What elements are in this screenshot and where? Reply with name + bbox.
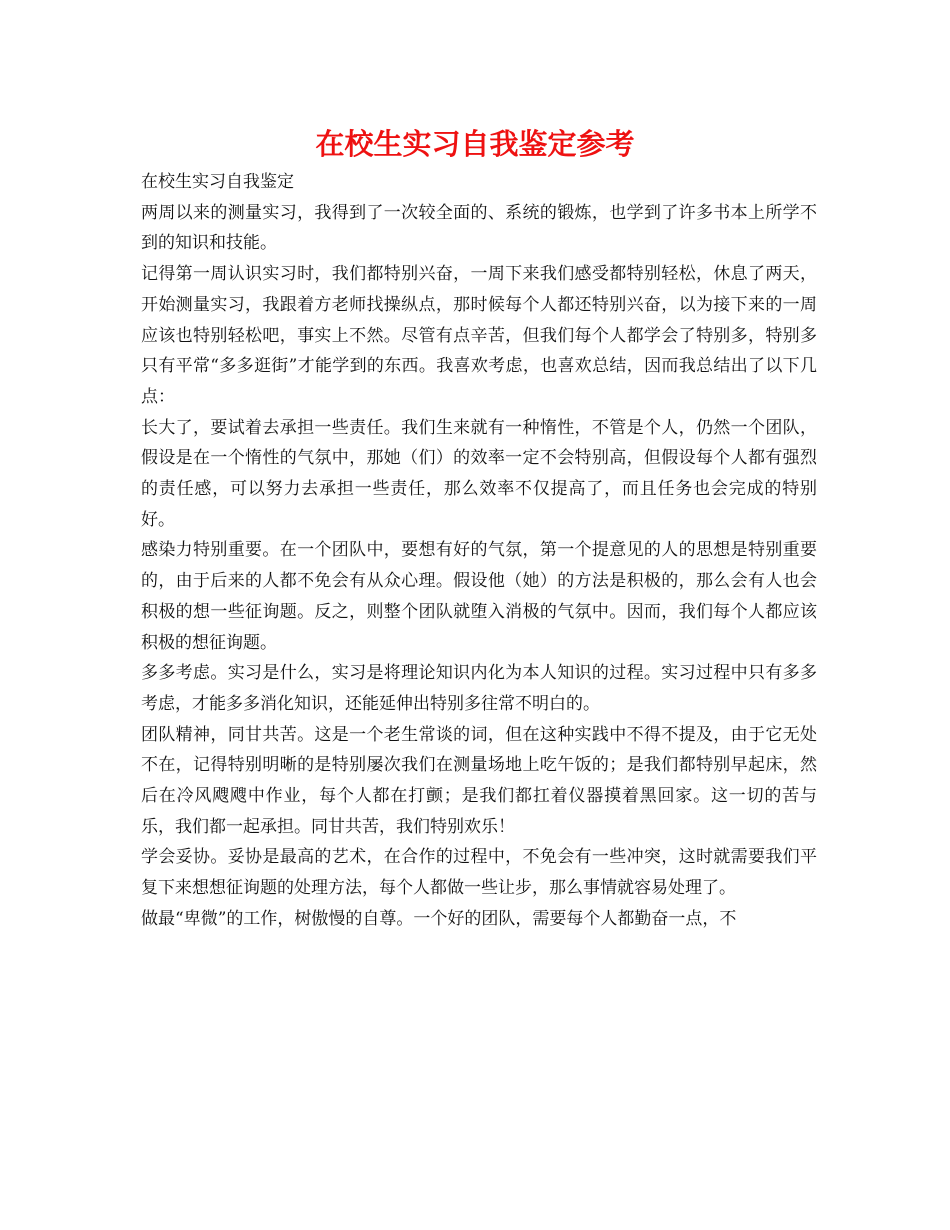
paragraph: 做最“卑微”的工作，树傲慢的自尊。一个好的团队，需要每个人都勤奋一点，不 (141, 908, 737, 929)
document-title: 在校生实习自我鉴定参考 (315, 127, 635, 161)
paragraph-subtitle: 在校生实习自我鉴定 (141, 172, 294, 192)
document-body (141, 167, 817, 935)
paragraph: 团队精神，同甘共苦。这是一个老生常谈的词，但在这种实践中不得不提及，由于它无处不在，记得特别明晰的是特别屡次我们在测量场地上吃午饭的；是我们都特别早起床，然后在冷风飕飕中作业，每个人都在打颤；是我们都扛着仪器摸着黑回家。这一切的苦与乐，我们都一起承担。同甘共苦，我们特别欢乐！ (141, 724, 817, 837)
paragraph: 记得第一周认识实习时，我们都特别兴奋，一周下来我们感受都特别轻松，休息了两天，开始测量实习，我跟着方老师找操纵点，那时候每个人都还特别兴奋，以为接下来的一周应该也特别轻松吧，事实上不然。尽管有点辛苦，但我们每个人都学会了特别多，特别多只有平常“多多逛街”才能学到的东西。我喜欢考虑，也喜欢总结，因而我总结出了以下几点： (141, 264, 817, 407)
paragraph: 学会妥协。妥协是最高的艺术，在合作的过程中，不免会有一些冲突，这时就需要我们平复下来想想征询题的处理方法，每个人都做一些让步，那么事情就容易处理了。 (141, 847, 817, 899)
paragraph: 多多考虑。实习是什么，实习是将理论知识内化为本人知识的过程。实习过程中只有多多考虑，才能多多消化知识，还能延伸出特别多往常不明白的。 (141, 663, 817, 714)
paragraph: 长大了，要试着去承担一些责任。我们生来就有一种惰性，不管是个人，仍然一个团队，假设是在一个惰性的气氛中，那她（们）的效率一定不会特别高，但假设每个人都有强烈的责任感，可以努力去承担一些责任，那么效率不仅提高了，而且任务也会完成的特别好。 (141, 417, 817, 530)
paragraph: 两周以来的测量实习，我得到了一次较全面的、系统的锻炼，也学到了许多书本上所学不到的知识和技能。 (141, 202, 817, 254)
paragraph: 感染力特别重要。在一个团队中，要想有好的气氛，第一个提意见的人的思想是特别重要的，由于后来的人都不免会有从众心理。假设他（她）的方法是积极的，那么会有人也会积极的想一些征询题。反之，则整个团队就堕入消极的气氛中。因而，我们每个人都应该积极的想征询题。 (141, 540, 817, 653)
